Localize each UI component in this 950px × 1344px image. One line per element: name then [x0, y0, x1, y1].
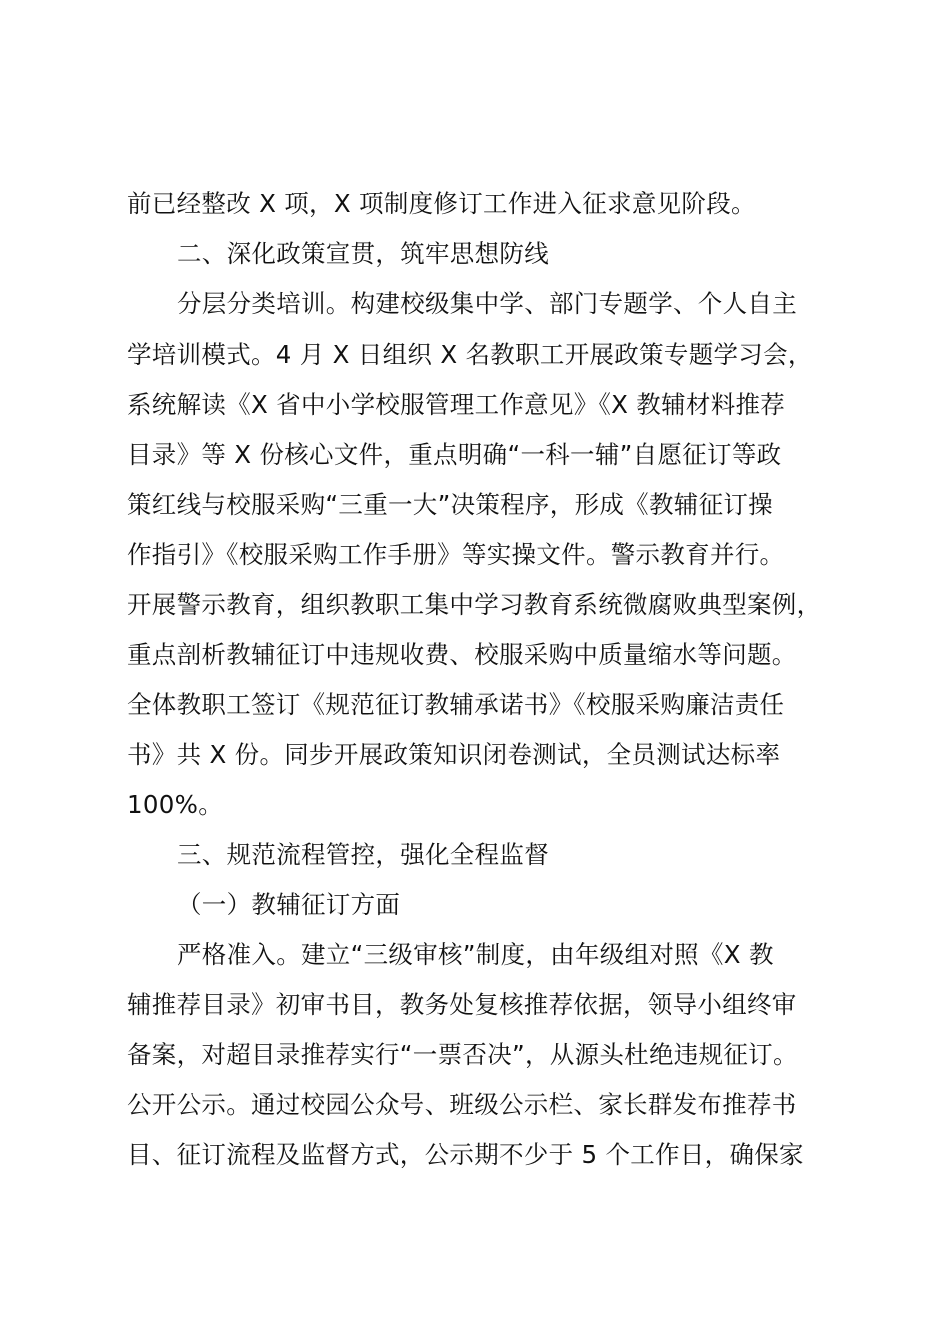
- paragraph-line: 系统解读《X 省中小学校服管理工作意见》《X 教辅材料推荐: [127, 390, 786, 419]
- paragraph-line: 目录》等 X 份核心文件，重点明确“一科一辅”自愿征订等政: [127, 440, 782, 469]
- paragraph-line: 严格准入。建立“三级审核”制度，由年级组对照《X 教: [177, 940, 774, 969]
- paragraph-line: 重点剖析教辅征订中违规收费、校服采购中质量缩水等问题。: [127, 640, 797, 669]
- paragraph-line: 100%。: [127, 790, 224, 819]
- paragraph-line: 作指引》《校服采购工作手册》等实操文件。警示教育并行。: [127, 540, 785, 569]
- paragraph-line: 策红线与校服采购“三重一大”决策程序，形成《教辅征订操: [127, 490, 773, 519]
- section-heading-2: 二、深化政策宣贯，筑牢思想防线: [177, 239, 549, 268]
- paragraph-line: 辅推荐目录》初审书目，教务处复核推荐依据，领导小组终审: [127, 990, 797, 1019]
- paragraph-line: 开展警示教育，组织教职工集中学习教育系统微腐败典型案例，: [127, 590, 822, 619]
- paragraph-line: 学培训模式。4 月 X 日组织 X 名教职工开展政策专题学习会，: [127, 340, 813, 369]
- paragraph-line: 前已经整改 X 项，X 项制度修订工作进入征求意见阶段。: [127, 189, 756, 218]
- paragraph-line: 目、征订流程及监督方式，公示期不少于 5 个工作日，确保家: [127, 1140, 804, 1169]
- paragraph-line: 书》共 X 份。同步开展政策知识闭卷测试，全员测试达标率: [127, 740, 781, 769]
- section-heading-3: 三、规范流程管控，强化全程监督: [177, 840, 549, 869]
- paragraph-line: 分层分类培训。构建校级集中学、部门专题学、个人自主: [177, 289, 797, 318]
- paragraph-line: 备案，对超目录推荐实行“一票否决”，从源头杜绝违规征订。: [127, 1040, 798, 1069]
- subsection-heading: （一）教辅征订方面: [177, 890, 401, 919]
- paragraph-line: 公开公示。通过校园公众号、班级公示栏、家长群发布推荐书: [127, 1090, 797, 1119]
- paragraph-line: 全体教职工签订《规范征订教辅承诺书》《校服采购廉洁责任: [127, 690, 785, 719]
